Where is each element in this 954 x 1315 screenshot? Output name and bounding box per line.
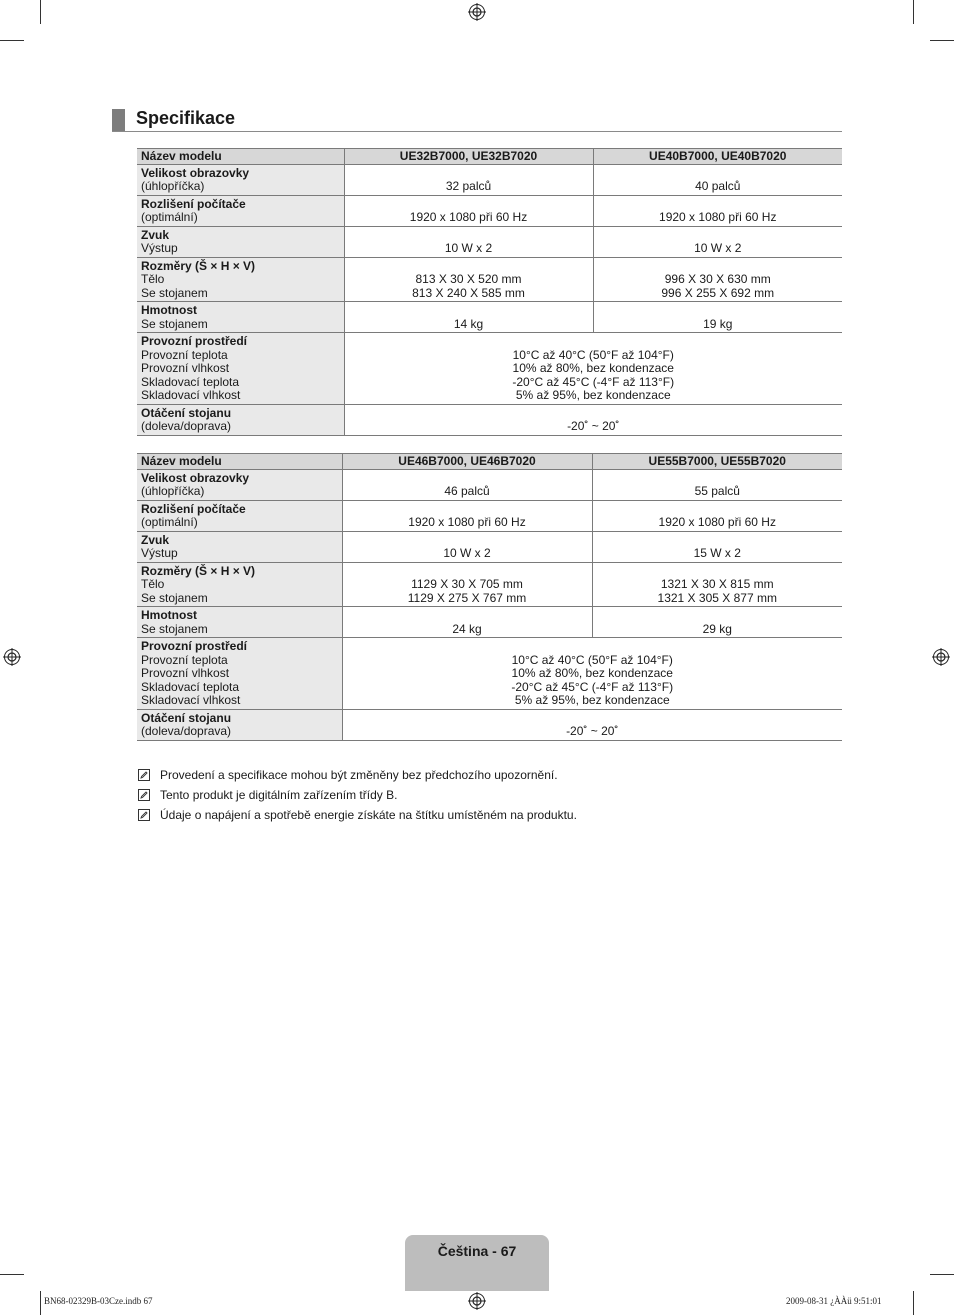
cell-value: 15 W x 2: [693, 546, 741, 560]
table-row: [137, 302, 842, 333]
row-sublabel: Provozní vlhkost: [141, 361, 230, 375]
registration-mark-icon: [468, 1292, 486, 1310]
row-sublabel: (optimální): [141, 515, 198, 529]
cell-value: 10°C až 40°C (50°F až 104°F): [511, 652, 673, 667]
row-label: Hmotnost: [141, 608, 197, 622]
row-label: Otáčení stojanu: [141, 405, 232, 420]
cell-value: 19 kg: [703, 316, 733, 331]
cell-value: 1920 x 1080 při 60 Hz: [409, 210, 528, 224]
note-text: Údaje o napájení a spotřebě energie získáte na štítku umístěném na produktu.: [160, 808, 577, 822]
table-row: [137, 469, 842, 500]
row-label: Rozměry (Š × H × V): [141, 258, 256, 273]
cell-value: 1920 x 1080 při 60 Hz: [658, 515, 776, 529]
section-heading: [112, 108, 842, 132]
cell-value: 10 W x 2: [443, 546, 491, 560]
cell-value: 40 palců: [695, 179, 741, 193]
row-sublabel: Provozní teplota: [141, 347, 228, 362]
crop-mark: [913, 0, 914, 24]
table-row: [137, 638, 842, 710]
spec-table-1: [137, 148, 842, 436]
row-label: Hmotnost: [141, 303, 197, 317]
row-sublabel: (úhlopříčka): [141, 484, 205, 498]
row-label: Zvuk: [141, 227, 170, 242]
row-sublabel: Se stojanem: [141, 621, 208, 636]
crop-mark: [930, 1274, 954, 1275]
header-model-name: Název modelu: [137, 454, 342, 470]
cell-value: 29 kg: [702, 621, 732, 636]
cell-value: 996 X 255 X 692 mm: [661, 285, 775, 300]
row-sublabel: Provozní teplota: [141, 652, 228, 667]
cell-value: 1920 x 1080 při 60 Hz: [659, 210, 777, 224]
cell-value: 813 X 30 X 520 mm: [415, 272, 522, 286]
row-label: Velikost obrazovky: [141, 470, 250, 485]
crop-mark: [40, 0, 41, 24]
footer-filename: BN68-02329B-03Cze.indb 67: [44, 1296, 153, 1306]
cell-value: 1920 x 1080 při 60 Hz: [408, 515, 526, 529]
registration-mark-icon: [932, 648, 950, 666]
table-row: [137, 164, 842, 195]
row-sublabel: Skladovací vlhkost: [141, 388, 241, 402]
crop-mark: [0, 1274, 24, 1275]
cell-value: 1321 X 30 X 815 mm: [660, 577, 774, 591]
row-sublabel: Se stojanem: [141, 316, 208, 331]
registration-mark-icon: [3, 648, 21, 666]
table-row: [137, 500, 842, 531]
header-model-a: UE46B7000, UE46B7020: [342, 454, 592, 470]
note-pencil-icon: [138, 769, 150, 781]
cell-value: 24 kg: [452, 621, 482, 636]
cell-value: -20°C až 45°C (-4°F až 113°F): [511, 679, 674, 694]
cell-value: 996 X 30 X 630 mm: [664, 272, 771, 286]
table-header-row: [137, 149, 842, 165]
registration-mark-icon: [468, 3, 486, 21]
cell-value: -20°C až 45°C (-4°F až 113°F): [512, 374, 675, 389]
cell-value: 10% až 80%, bez kondenzace: [511, 666, 673, 680]
page-title: Specifikace: [136, 108, 236, 128]
cell-value: 1321 X 305 X 877 mm: [657, 590, 777, 605]
note-text: Tento produkt je digitálním zařízením třídy B.: [160, 788, 398, 802]
cell-value: 14 kg: [453, 316, 484, 331]
table-header-row: [137, 454, 842, 470]
table-row: [137, 195, 842, 226]
cell-value: 32 palců: [445, 179, 492, 193]
row-label: Rozlišení počítače: [141, 196, 246, 211]
cell-value: 813 X 240 X 585 mm: [412, 285, 525, 300]
table-row: [137, 531, 842, 562]
row-sublabel: (doleva/doprava): [141, 724, 232, 738]
row-sublabel: Tělo: [141, 577, 165, 591]
cell-value: 10% až 80%, bez kondenzace: [512, 361, 674, 375]
header-model-name: Název modelu: [137, 149, 344, 165]
cell-value: 10 W x 2: [694, 241, 742, 255]
cell-value: 10°C až 40°C (50°F až 104°F): [512, 347, 674, 362]
row-sublabel: Skladovací teplota: [141, 679, 240, 694]
row-label: Velikost obrazovky: [141, 165, 250, 180]
row-sublabel: Výstup: [141, 241, 178, 255]
note-pencil-icon: [138, 809, 150, 821]
table-row: [137, 562, 842, 607]
cell-value: 5% až 95%, bez kondenzace: [514, 693, 670, 707]
table-row: [137, 257, 842, 302]
row-sublabel: (úhlopříčka): [141, 179, 205, 193]
row-sublabel: Výstup: [141, 546, 178, 560]
crop-mark: [930, 40, 954, 41]
crop-mark: [0, 40, 24, 41]
table-row: [137, 333, 842, 405]
cell-value: 10 W x 2: [444, 241, 493, 255]
row-label: Otáčení stojanu: [141, 710, 232, 725]
cell-value: 1129 X 275 X 767 mm: [407, 590, 527, 605]
row-label: Rozměry (Š × H × V): [141, 563, 256, 578]
row-sublabel: Se stojanem: [141, 285, 208, 300]
header-model-b: UE55B7000, UE55B7020: [592, 454, 842, 470]
note-pencil-icon: [138, 789, 150, 801]
header-model-a: UE32B7000, UE32B7020: [344, 149, 593, 165]
row-sublabel: (optimální): [141, 210, 198, 224]
heading-bar: [112, 109, 125, 131]
row-sublabel: Skladovací teplota: [141, 374, 240, 389]
cell-value: 55 palců: [694, 484, 740, 498]
row-sublabel: Tělo: [141, 272, 165, 286]
note-text: Provedení a specifikace mohou být změněny bez předchozího upozornění.: [160, 768, 558, 782]
row-sublabel: Skladovací vlhkost: [141, 693, 241, 707]
cell-value: 46 palců: [444, 484, 490, 498]
cell-value: -20˚ ~ 20˚: [567, 419, 620, 433]
table-row: [137, 607, 842, 638]
page-number-tab: [405, 1235, 549, 1291]
cell-value: -20˚ ~ 20˚: [566, 724, 619, 738]
crop-mark: [40, 1291, 41, 1315]
table-row: [137, 226, 842, 257]
crop-mark: [913, 1291, 914, 1315]
table-row: [137, 709, 842, 740]
page-number: Čeština - 67: [437, 1243, 517, 1259]
row-label: Rozlišení počítače: [141, 501, 246, 516]
row-sublabel: Se stojanem: [141, 590, 208, 605]
header-model-b: UE40B7000, UE40B7020: [593, 149, 842, 165]
row-sublabel: Provozní vlhkost: [141, 666, 230, 680]
row-sublabel: (doleva/doprava): [141, 419, 232, 433]
spec-table-2: [137, 453, 842, 741]
footer-timestamp: 2009-08-31 ¿ÀÀü 9:51:01: [786, 1296, 882, 1306]
row-label: Zvuk: [141, 532, 170, 547]
cell-value: 5% až 95%, bez kondenzace: [515, 388, 671, 402]
row-label: Provozní prostředí: [141, 334, 248, 348]
table-row: [137, 404, 842, 435]
row-label: Provozní prostředí: [141, 639, 248, 653]
cell-value: 1129 X 30 X 705 mm: [411, 577, 523, 591]
